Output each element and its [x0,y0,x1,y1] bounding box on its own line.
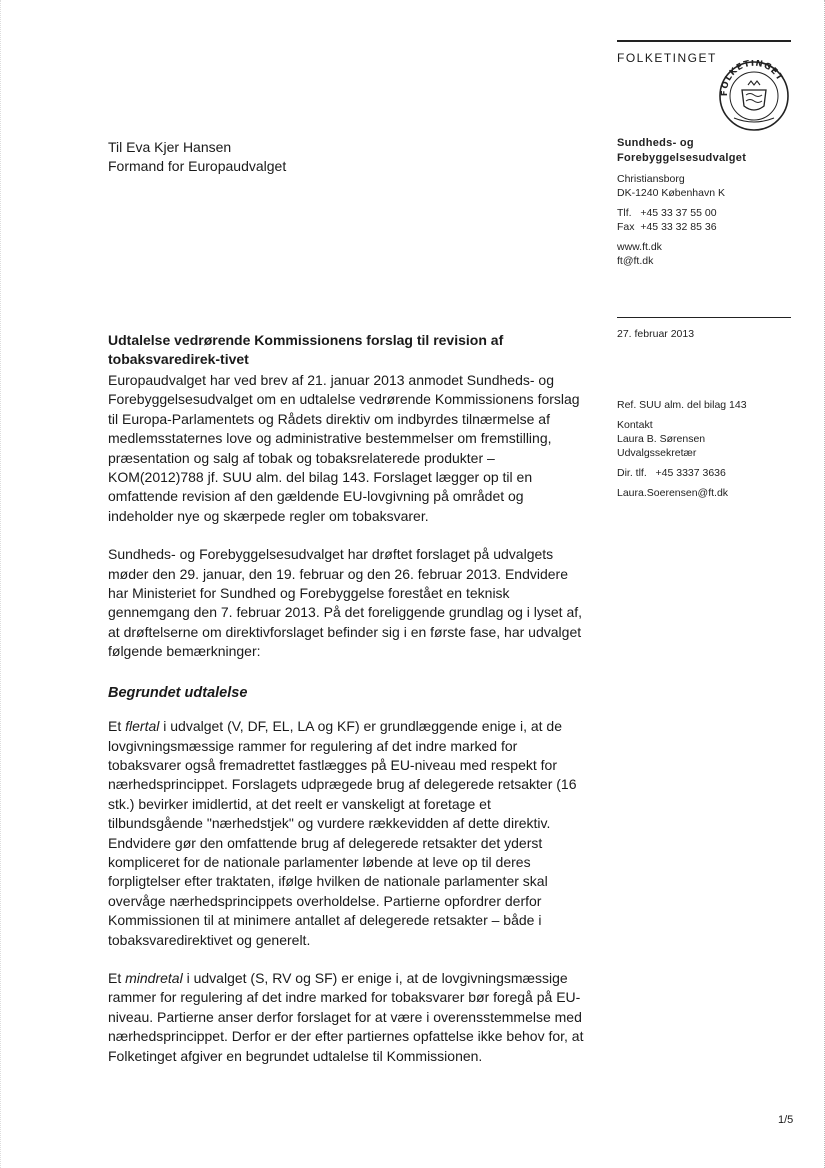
majority-emphasis: flertal [125,718,160,735]
letter-date: 27. februar 2013 [617,328,695,340]
minority-text: i udvalget (S, RV og SF) er enige i, at de lovgivningsmæssige rammer for regulering af det indre marked for tobaksvarer bør foregå på EU-niveau. Partierne anser derfor forslaget for at være i overensstemmelse med nærhedsprincippet. Derfor er der efter partiernes opfattelse ikke behov for, at Folketinget afgiver en begrundet udtalelse til Kommissionen. [108,969,584,1064]
paragraph-minority [108,969,586,1066]
recipient-block [108,138,286,176]
recipient-title: Formand for Europaudvalget [108,158,287,174]
sender-postal: DK-1240 København K [617,187,725,199]
committee-name-line2: Forebyggelsesudvalget [617,152,747,164]
paragraph-majority [108,717,586,950]
contact-title: Udvalgssekretær [617,447,697,459]
contact-label: Kontakt [617,419,653,431]
reference: Ref. SUU alm. del bilag 143 [617,399,747,411]
committee-name-line1: Sundheds- og [617,137,694,149]
contact-direct-phone: Dir. tlf. +45 3337 3636 [617,467,726,479]
paragraph-deliberation: Sundheds- og Forebyggelsesudvalget har drøftet forslaget på udvalgets møder den 29. januar, den 19. februar og den 26. februar 2013. Endvidere har Ministeriet for Sundhed og Forebyggelse forestået en teknisk gennemgang den 7. februar 2013. På det foreliggende grundlag og i lyset af, at drøftelserne om direktivforslaget befinder sig i en første fase, har udvalget følgende bemærkninger: [108,546,583,660]
scan-edge-right [810,0,825,1168]
seal-icon [718,60,790,132]
top-rule [617,40,791,42]
scan-edge-left [0,0,7,1168]
sender-web: www.ft.dk [617,241,662,253]
reference-block [617,398,747,500]
sender-email: ft@ft.dk [617,255,654,267]
minority-emphasis: mindretal [125,969,183,986]
sender-place: Christiansborg [617,173,685,185]
contact-email: Laura.Soerensen@ft.dk [617,487,729,499]
folketinget-seal-logo [718,60,790,132]
letter-body [108,331,586,1066]
subheading-reasoned-opinion: Begrundet udtalelse [108,684,248,701]
recipient-name: Til Eva Kjer Hansen [108,139,232,155]
page-number: 1/5 [778,1114,794,1126]
letter-title: Udtalelse vedrørende Kommissionens forslag til revision af tobaksvaredirek-tivet [108,332,504,367]
brand-name: FOLKETINGET [617,51,717,65]
contact-name: Laura B. Sørensen [617,433,706,445]
date-rule [617,317,791,318]
svg-text:FOLKETINGET: FOLKETINGET [719,60,785,97]
majority-prefix: Et [108,718,126,735]
sender-phone: Tlf. +45 33 37 55 00 [617,207,717,219]
sender-fax: Fax +45 33 32 85 36 [617,221,717,233]
paragraph-request: Europaudvalget har ved brev af 21. januar 2013 anmodet Sundheds- og Forebyggelsesudvalget om en udtalelse vedrørende Kommissionens forslag til Europa-Parlamentets og Rådets direktiv om indbyrdes tilnærmelse af medlemsstaternes love og administrative bestemmelser om fremstilling, præsentation og salg af tobak og tobaksrelaterede produkter – KOM(2012)788 jf. SUU alm. del bilag 143. Forslaget lægger op til en omfattende revision af den gældende EU-lovgivning på området og indeholder nye og skærpede regler om tobaksvarer. [108,372,580,524]
majority-text: i udvalget (V, DF, EL, LA og KF) er grundlæggende enige i, at de lovgivningsmæssige rammer for regulering af det indre marked for tobaksvarer også fremadrettet fastlægges på EU-niveau med respekt for nærhedsprincippet. Forslagets udprægede brug af delegerede retsakter (16 stk.) bevirker imidlertid, at det reelt er vanskeligt at foretage et tilbundsgående "nærhedstjek" og vurdere rækkevidden af dette direktiv. Endvidere gør den omfattende brug af delegerede retsakter det yderst kompliceret for de nationale parlamenter løbende at leve op til deres forpligtelser efter traktaten, ifølge hvilken de nationale parlamenter skal overvåge nærhedsprincippets overholdelse. Partierne opfordrer derfor Kommissionen til at minimere antallet af delegerede retsakter – både i tobaksvaredirektivet og generelt. [108,718,577,948]
sender-block [617,136,746,268]
minority-prefix: Et [108,969,126,986]
